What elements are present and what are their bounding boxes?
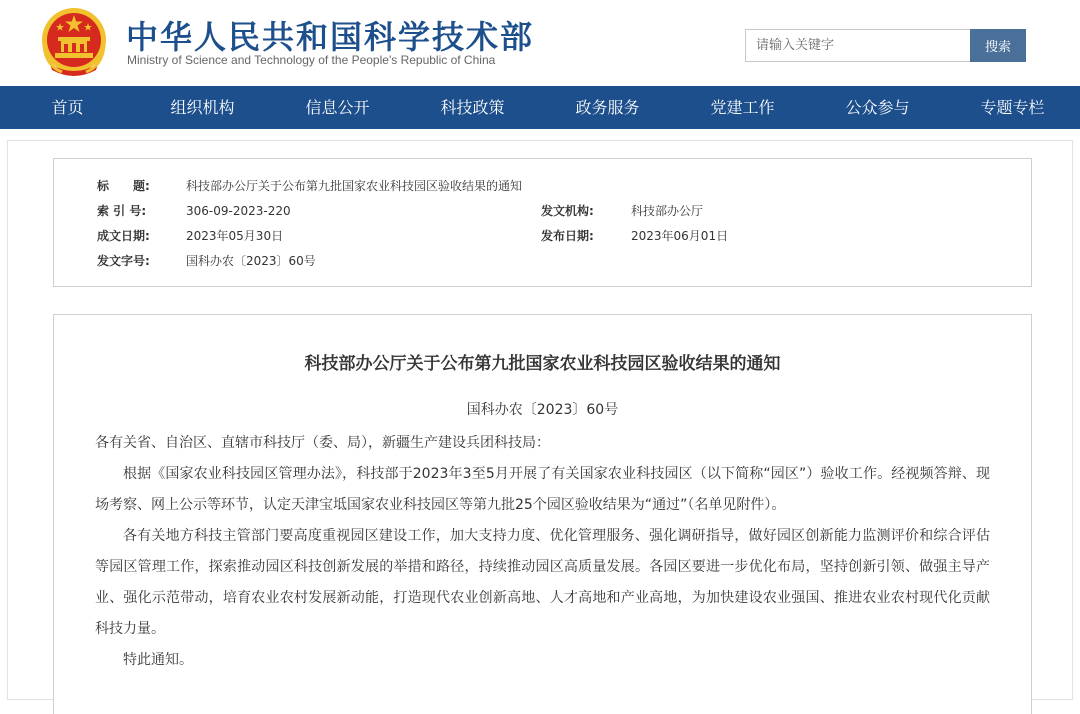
search-button[interactable]: 搜索: [970, 29, 1026, 62]
main-nav: [0, 86, 1080, 129]
nav-item-info-disclosure[interactable]: 信息公开: [305, 98, 370, 117]
article-title: 科技部办公厅关于公布第九批国家农业科技园区验收结果的通知: [304, 354, 781, 374]
content-frame: [7, 140, 1073, 700]
info-value-docnum: 国科办农〔2023〕60号: [186, 254, 316, 268]
article-closing: 特此通知。: [123, 652, 193, 668]
info-row-index: [54, 201, 1031, 221]
nav-item-policy[interactable]: 科技政策: [440, 98, 505, 117]
site-title[interactable]: 中华人民共和国科学技术部: [126, 18, 535, 56]
info-row-dates: [54, 226, 1031, 246]
article-body: [95, 428, 990, 676]
info-value-published: 2023年06月01日: [631, 229, 729, 243]
search-bar: [745, 29, 1026, 62]
info-value-issuer: 科技部办公厅: [631, 204, 704, 218]
nav-item-party-building[interactable]: 党建工作: [710, 98, 775, 117]
nav-item-public-participation[interactable]: 公众参与: [845, 98, 910, 117]
info-label-created: 成文日期:: [97, 229, 150, 243]
nav-item-organization[interactable]: 组织机构: [170, 98, 235, 117]
nav-item-services[interactable]: 政务服务: [575, 98, 640, 117]
nav-item-home[interactable]: 首页: [51, 98, 84, 117]
site-subtitle: Ministry of Science and Technology of the People's Republic of China: [127, 53, 496, 67]
article-salutation: 各有关省、自治区、直辖市科技厅（委、局），新疆生产建设兵团科技局：: [95, 435, 550, 451]
article-paragraph: 根据《国家农业科技园区管理办法》，科技部于2023年3至5月开展了有关国家农业科技园区（以下简称“园区”）验收工作。经视频答辩、现场考察、网上公示等环节，认定天津宝坻国家农业科技园区等第九批25个园区验收结果为“通过”（名单见附件）。: [95, 466, 990, 513]
info-value-index: 306-09-2023-220: [186, 204, 291, 218]
info-row-title: [54, 176, 1031, 196]
document-info-box: [53, 158, 1032, 287]
info-label-docnum: 发文字号:: [97, 254, 150, 268]
info-label-index: 索 引 号:: [97, 204, 147, 218]
national-emblem-icon[interactable]: [40, 6, 108, 78]
search-input[interactable]: [745, 29, 970, 62]
info-label-issuer: 发文机构:: [541, 204, 594, 218]
article-doc-number: 国科办农〔2023〕60号: [466, 402, 619, 418]
nav-item-special-topics[interactable]: 专题专栏: [980, 98, 1045, 117]
info-label-published: 发布日期:: [541, 229, 594, 243]
article-paragraph: 各有关地方科技主管部门要高度重视园区建设工作，加大支持力度、优化管理服务、强化调研指导，做好园区创新能力监测评价和综合评估等园区管理工作，探索推动园区科技创新发展的举措和路径，持续推动园区高质量发展。各园区要进一步优化布局，坚持创新引领、做强主导产业、强化示范带动，培育农业农村发展新动能，打造现代农业创新高地、人才高地和产业高地，为加快建设农业强国、推进农业农村现代化贡献科技力量。: [95, 528, 990, 637]
site-header: [0, 0, 1080, 86]
article-box: [53, 314, 1032, 714]
info-value-title: 科技部办公厅关于公布第九批国家农业科技园区验收结果的通知: [186, 179, 523, 193]
info-value-created: 2023年05月30日: [186, 229, 284, 243]
info-label-title: 标 题:: [97, 179, 150, 193]
info-row-docnum: [54, 251, 1031, 271]
